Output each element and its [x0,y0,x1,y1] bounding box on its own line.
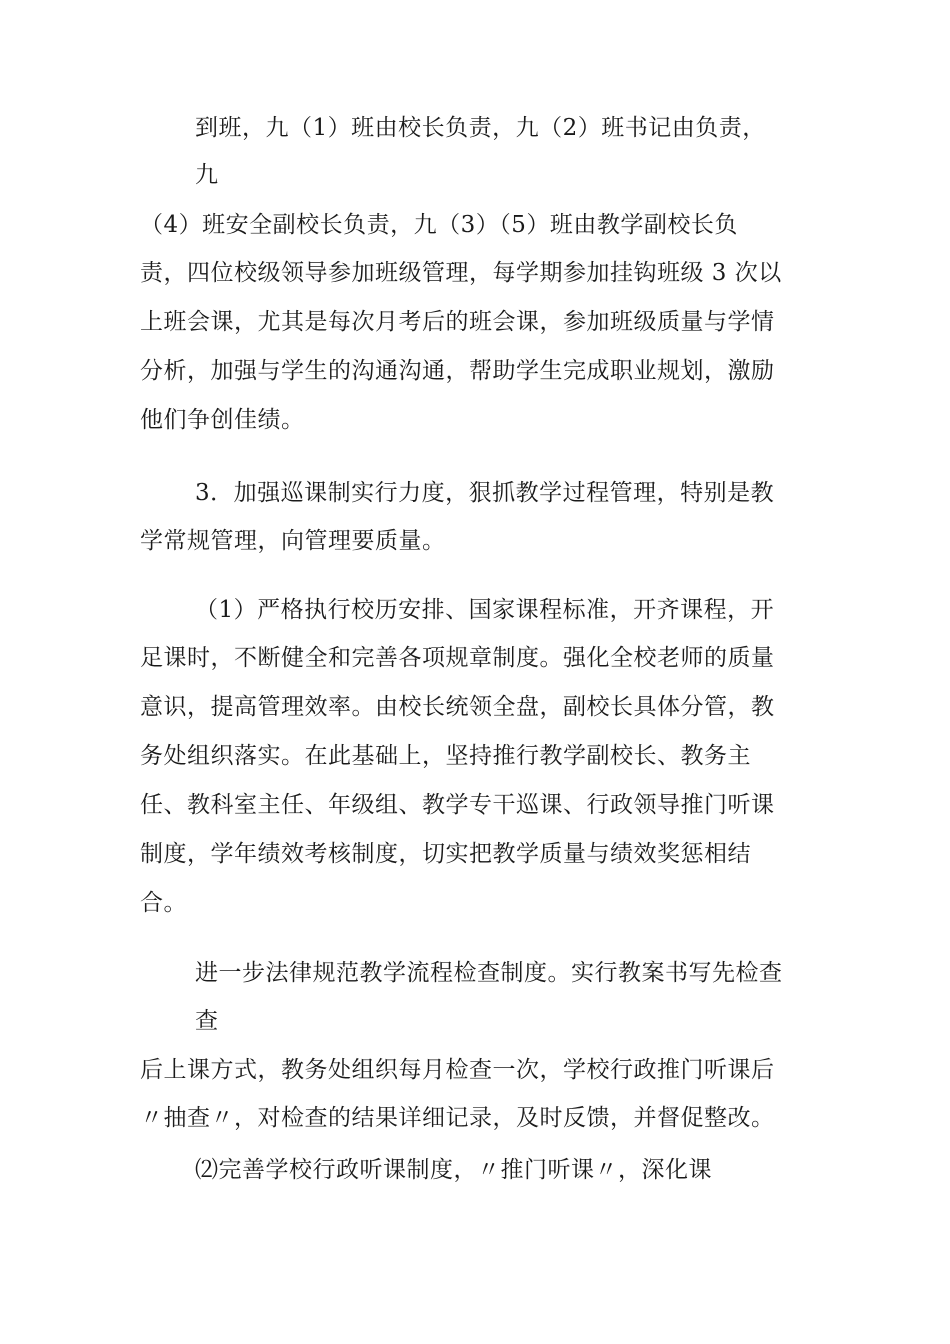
text-line: ⑵完善学校行政听课制度，〃推门听课〃，深化课 [195,1157,712,1183]
text-line: 合。 [140,890,187,916]
text-line: 制度，学年绩效考核制度，切实把教学质量与绩效奖惩相结 [140,841,751,867]
text-line: （1）严格执行校历安排、国家课程标准，开齐课程，开 [195,597,775,623]
text-line: 他们争创佳绩。 [140,407,305,433]
text-line: 务处组织落实。在此基础上，坚持推行教学副校长、教务主 [140,743,751,769]
text-line: 上班会课，尤其是每次月考后的班会课，参加班级质量与学情 [140,309,775,335]
text-line: 九 [195,162,219,188]
text-line: 到班，九（1）班由校长负责，九（2）班书记由负责， [195,115,766,141]
text-line: （4）班安全副校长负责，九（3）（5）班由教学副校长负 [140,212,738,238]
text-line: 后上课方式，教务处组织每月检查一次，学校行政推门听课后 [140,1057,775,1083]
text-line: 任、教科室主任、年级组、教学专干巡课、行政领导推门听课 [140,792,775,818]
text-line: 足课时，不断健全和完善各项规章制度。强化全校老师的质量 [140,645,775,671]
text-line: 意识，提高管理效率。由校长统领全盘，副校长具体分管，教 [140,694,775,720]
text-line: 学常规管理，向管理要质量。 [140,528,446,554]
text-line: 〃抽查〃，对检查的结果详细记录，及时反馈，并督促整改。 [140,1105,775,1131]
text-line: 进一步法律规范教学流程检查制度。实行教案书写先检查 [195,960,783,986]
text-line: 责，四位校级领导参加班级管理，每学期参加挂钩班级 3 次以 [140,260,782,286]
text-line: 3．加强巡课制实行力度，狠抓教学过程管理，特别是教 [195,480,775,506]
text-line: 分析，加强与学生的沟通沟通，帮助学生完成职业规划，激励 [140,358,775,384]
text-line: 查 [195,1008,219,1034]
